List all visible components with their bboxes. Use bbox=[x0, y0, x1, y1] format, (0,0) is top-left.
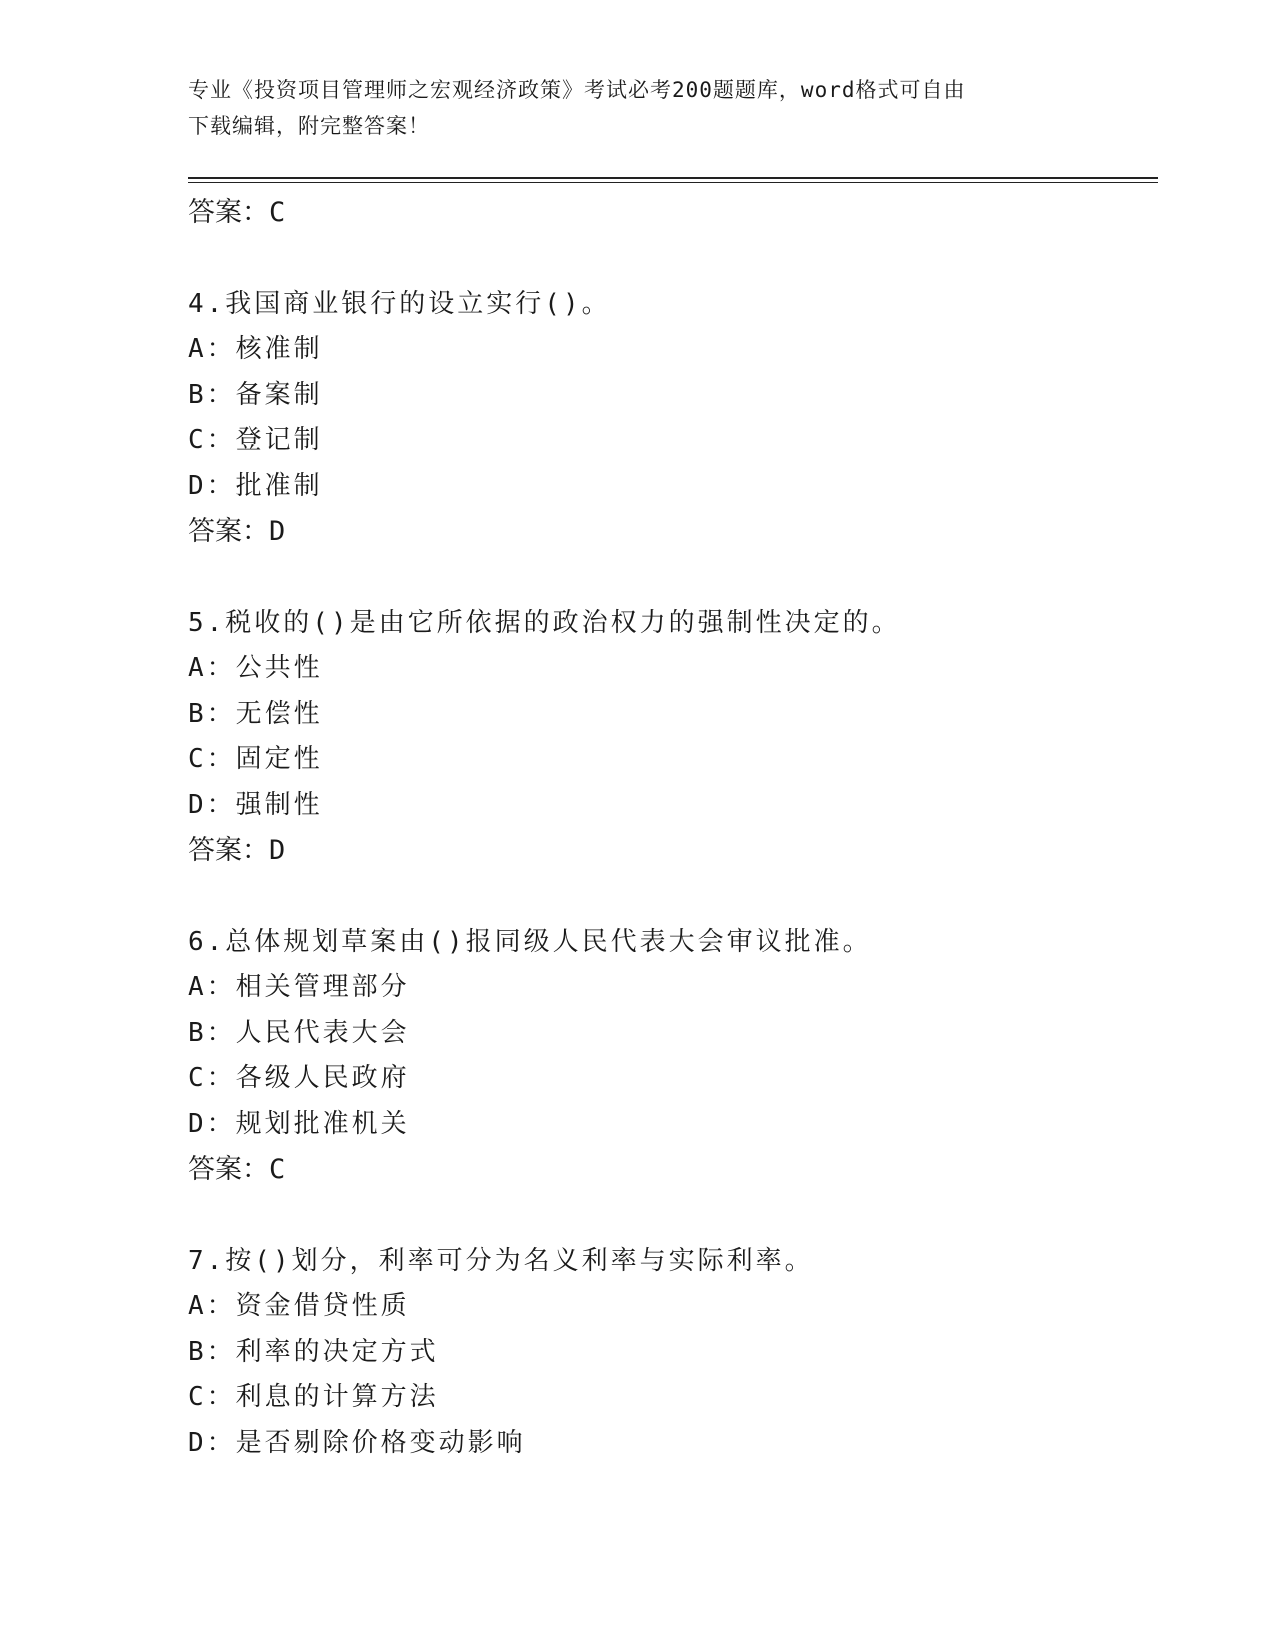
header-line-2: 下载编辑，附完整答案！ bbox=[188, 114, 430, 138]
question-6-option-b: B：人民代表大会 bbox=[188, 1017, 410, 1048]
question-4-option-b: B：备案制 bbox=[188, 379, 323, 410]
question-list bbox=[188, 190, 1158, 1466]
question-4-option-c: C：登记制 bbox=[188, 425, 323, 455]
document-header bbox=[188, 72, 1088, 144]
question-5-answer: 答案：D bbox=[188, 835, 286, 866]
question-7-option-c: C：利息的计算方法 bbox=[188, 1382, 439, 1412]
question-5: 5.税收的()是由它所依据的政治权力的强制性决定的。 bbox=[188, 607, 901, 638]
spacer bbox=[188, 236, 1158, 282]
header-line-1: 专业《投资项目管理师之宏观经济政策》考试必考200题题库，word格式可自由 bbox=[188, 78, 966, 102]
question-4-option-a: A：核准制 bbox=[188, 334, 323, 364]
question-5-option-b: B：无偿性 bbox=[188, 698, 323, 729]
question-4-option-d: D：批准制 bbox=[188, 470, 323, 501]
document-page bbox=[188, 0, 1158, 1650]
spacer bbox=[188, 874, 1158, 920]
question-6-answer: 答案：C bbox=[188, 1154, 286, 1185]
question-6-option-d: D：规划批准机关 bbox=[188, 1108, 410, 1139]
question-6-option-c: C：各级人民政府 bbox=[188, 1063, 410, 1093]
spacer bbox=[188, 1193, 1158, 1239]
answer-line: 答案：C bbox=[188, 197, 286, 228]
spacer bbox=[188, 555, 1158, 601]
question-5-option-a: A：公共性 bbox=[188, 653, 323, 683]
question-5-option-c: C：固定性 bbox=[188, 744, 323, 774]
question-7-option-d: D：是否剔除价格变动影响 bbox=[188, 1427, 526, 1458]
question-7: 7.按()划分，利率可分为名义利率与实际利率。 bbox=[188, 1245, 814, 1276]
question-7-option-a: A：资金借贷性质 bbox=[188, 1291, 410, 1321]
header-divider bbox=[188, 177, 1158, 183]
question-7-option-b: B：利率的决定方式 bbox=[188, 1336, 439, 1367]
question-4-answer: 答案：D bbox=[188, 516, 286, 547]
question-6: 6.总体规划草案由()报同级人民代表大会审议批准。 bbox=[188, 926, 872, 957]
question-5-option-d: D：强制性 bbox=[188, 789, 323, 820]
question-4: 4.我国商业银行的设立实行()。 bbox=[188, 288, 611, 319]
question-6-option-a: A：相关管理部分 bbox=[188, 972, 410, 1002]
